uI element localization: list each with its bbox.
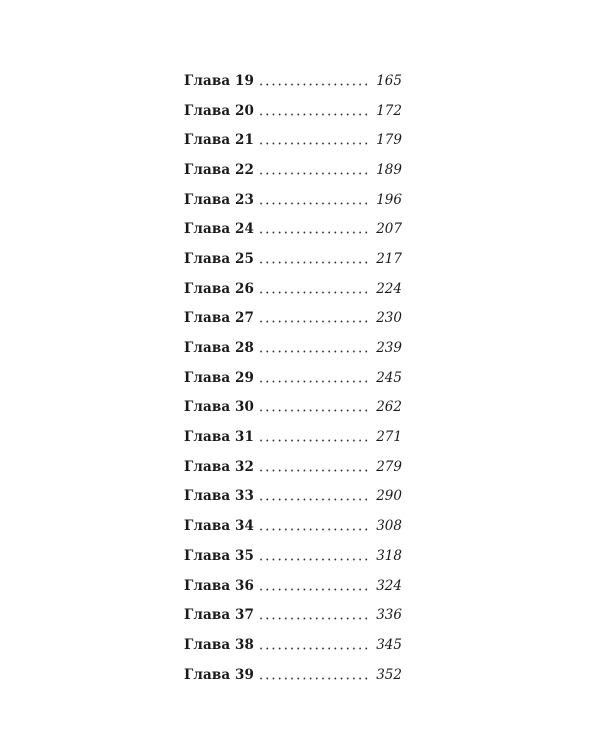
- toc-entry: [184, 304, 402, 334]
- page-number: 271: [376, 429, 402, 446]
- toc-entry: [184, 482, 402, 512]
- chapter-title: Глава 35: [184, 547, 255, 564]
- toc-entry: [184, 452, 402, 482]
- dot-leader: [258, 163, 370, 177]
- page-number: 279: [376, 458, 402, 475]
- dot-leader: [258, 430, 370, 444]
- toc-entry: [184, 125, 402, 155]
- page-number: 290: [376, 488, 402, 505]
- page-number: 245: [376, 369, 402, 386]
- dot-leader: [258, 608, 370, 622]
- dot-leader: [258, 579, 370, 593]
- toc-entry: [184, 600, 402, 630]
- dot-leader: [258, 638, 370, 652]
- dot-leader: [258, 519, 370, 533]
- toc-entry: [184, 96, 402, 126]
- dot-leader: [258, 252, 370, 266]
- chapter-title: Глава 24: [184, 221, 255, 238]
- chapter-title: Глава 23: [184, 191, 255, 208]
- page-number: 217: [376, 250, 402, 267]
- toc-entry: [184, 333, 402, 363]
- toc-entry: [184, 393, 402, 423]
- page-number: 207: [376, 221, 402, 238]
- table-of-contents: [184, 66, 402, 689]
- toc-entry: [184, 571, 402, 601]
- dot-leader: [258, 549, 370, 563]
- toc-entry: [184, 630, 402, 660]
- chapter-title: Глава 25: [184, 250, 255, 267]
- toc-entry: [184, 511, 402, 541]
- page-number: 179: [376, 132, 402, 149]
- page-number: 172: [376, 102, 402, 119]
- dot-leader: [258, 282, 370, 296]
- page-number: 196: [376, 191, 402, 208]
- chapter-title: Глава 22: [184, 161, 255, 178]
- dot-leader: [258, 341, 370, 355]
- chapter-title: Глава 28: [184, 340, 255, 357]
- chapter-title: Глава 21: [184, 132, 255, 149]
- chapter-title: Глава 20: [184, 102, 255, 119]
- page-number: 239: [376, 340, 402, 357]
- chapter-title: Глава 31: [184, 429, 255, 446]
- toc-entry: [184, 66, 402, 96]
- page-number: 230: [376, 310, 402, 327]
- chapter-title: Глава 33: [184, 488, 255, 505]
- chapter-title: Глава 19: [184, 72, 255, 89]
- chapter-title: Глава 29: [184, 369, 255, 386]
- page-number: 345: [376, 636, 402, 653]
- chapter-title: Глава 39: [184, 666, 255, 683]
- dot-leader: [258, 400, 370, 414]
- dot-leader: [258, 311, 370, 325]
- dot-leader: [258, 489, 370, 503]
- page-number: 165: [376, 72, 402, 89]
- dot-leader: [258, 460, 370, 474]
- toc-entry: [184, 214, 402, 244]
- toc-entry: [184, 244, 402, 274]
- page-number: 224: [376, 280, 402, 297]
- dot-leader: [258, 371, 370, 385]
- toc-entry: [184, 185, 402, 215]
- chapter-title: Глава 30: [184, 399, 255, 416]
- chapter-title: Глава 38: [184, 636, 255, 653]
- chapter-title: Глава 32: [184, 458, 255, 475]
- chapter-title: Глава 26: [184, 280, 255, 297]
- dot-leader: [258, 222, 370, 236]
- toc-entry: [184, 363, 402, 393]
- toc-entry: [184, 274, 402, 304]
- chapter-title: Глава 36: [184, 577, 255, 594]
- page-number: 189: [376, 161, 402, 178]
- dot-leader: [258, 74, 370, 88]
- dot-leader: [258, 668, 370, 682]
- dot-leader: [258, 193, 370, 207]
- page-number: 318: [376, 547, 402, 564]
- chapter-title: Глава 37: [184, 607, 255, 624]
- toc-entry: [184, 155, 402, 185]
- page-number: 308: [376, 518, 402, 535]
- page-number: 324: [376, 577, 402, 594]
- dot-leader: [258, 104, 370, 118]
- toc-entry: [184, 660, 402, 690]
- chapter-title: Глава 34: [184, 518, 255, 535]
- page-number: 336: [376, 607, 402, 624]
- chapter-title: Глава 27: [184, 310, 255, 327]
- toc-entry: [184, 541, 402, 571]
- page-number: 352: [376, 666, 402, 683]
- page-number: 262: [376, 399, 402, 416]
- toc-entry: [184, 422, 402, 452]
- dot-leader: [258, 133, 370, 147]
